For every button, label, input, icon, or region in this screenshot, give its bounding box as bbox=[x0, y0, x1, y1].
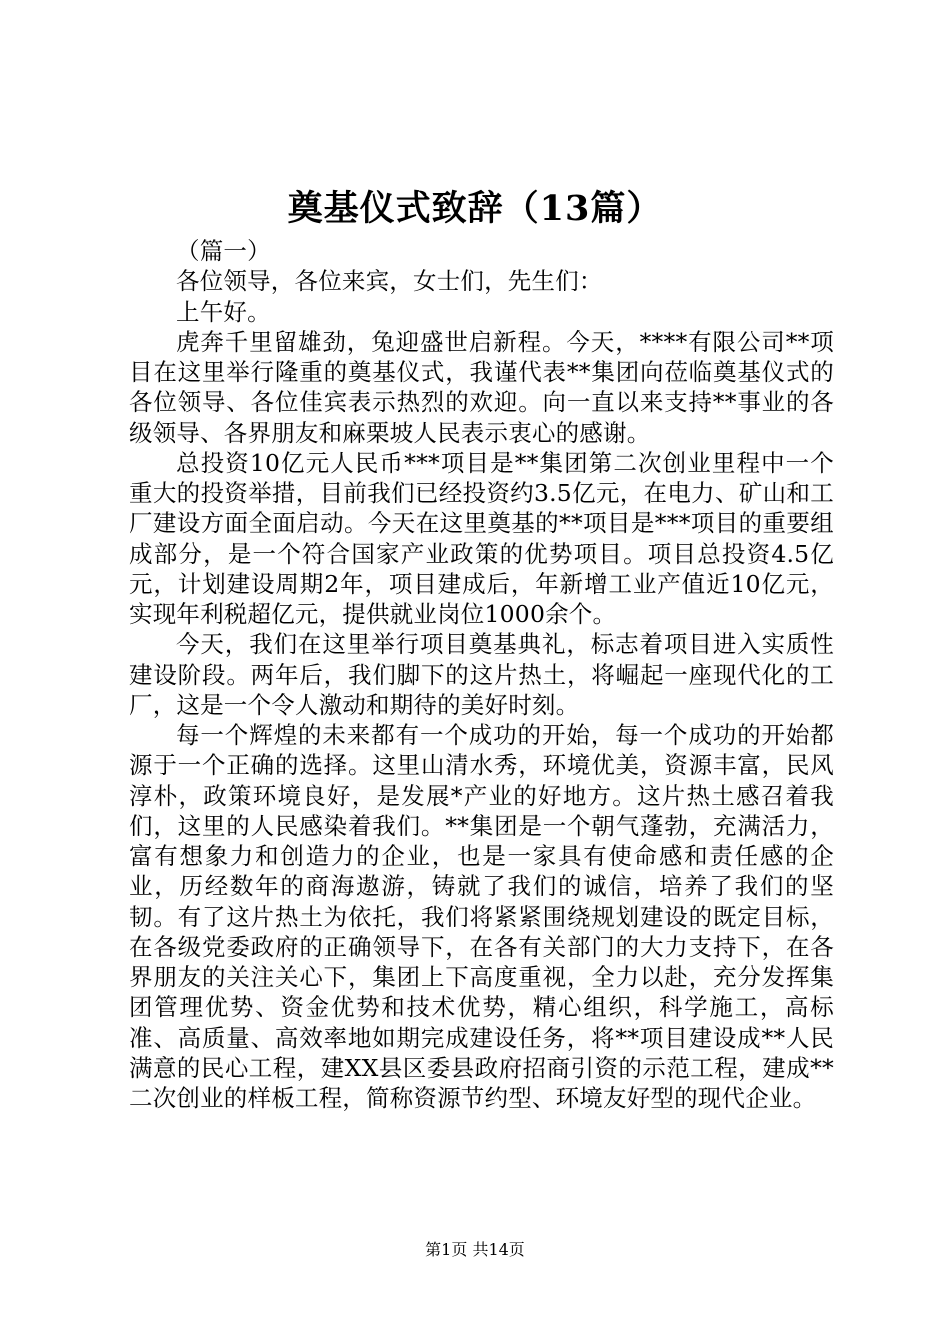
body-paragraph: 各位领导，各位来宾，女士们，先生们： bbox=[176, 267, 603, 296]
body-paragraph: 今天，我们在这里举行项目奠基典礼，标志着项目进入实质性建设阶段。两年后，我们脚下的这片热土，将崛起一座现代化的工厂，这是一个令人激动和期待的美好时刻。 bbox=[129, 630, 834, 719]
body-paragraph: 虎奔千里留雄劲，兔迎盛世启新程。今天，****有限公司**项目在这里举行隆重的奠基仪式，我谨代表**集团向莅临奠基仪式的各位领导、各位佳宾表示热烈的欢迎。向一直以来支持**事业的各级领导、各界朋友和麻栗坡人民表示衷心的感谢。 bbox=[129, 327, 834, 447]
body-paragraph: 总投资10亿元人民币***项目是**集团第二次创业里程中一个重大的投资举措，目前我们已经投资约3.5亿元，在电力、矿山和工厂建设方面全面启动。今天在这里奠基的**项目是***项目的重要组成部分，是一个符合国家产业政策的优势项目。项目总投资4.5亿元，计划建设周期2年，项目建成后，年新增工业产值近10亿元，实现年利税超亿元，提供就业岗位1000余个。 bbox=[129, 448, 834, 628]
body-paragraph: 每一个辉煌的未来都有一个成功的开始，每一个成功的开始都源于一个正确的选择。这里山清水秀，环境优美，资源丰富，民风淳朴，政策环境良好，是发展*产业的好地方。这片热土感召着我们，这里的人民感染着我们。**集团是一个朝气蓬勃，充满活力，富有想象力和创造力的企业，也是一家具有使命感和责任感的企业，历经数年的商海遨游，铸就了我们的诚信，培养了我们的坚韧。有了这片热土为依托，我们将紧紧围绕规划建设的既定目标，在各级党委政府的正确领导下，在各有关部门的大力支持下，在各界朋友的关注关心下，集团上下高度重视，全力以赴，充分发挥集团管理优势、资金优势和技术优势，精心组织，科学施工，高标准、高质量、高效率地如期完成建设任务，将**项目建设成**人民满意的民心工程，建XX县区委县政府招商引资的示范工程，建成**二次创业的样板工程，简称资源节约型、环境友好型的现代企业。 bbox=[129, 721, 834, 1112]
document-title: 奠基仪式致辞（13篇） bbox=[287, 188, 663, 229]
body-paragraph: （篇一） bbox=[176, 237, 271, 265]
body-paragraph: 上午好。 bbox=[176, 297, 271, 326]
page-footer: 第1页 共14页 bbox=[425, 1240, 525, 1259]
document-body bbox=[129, 236, 834, 1113]
